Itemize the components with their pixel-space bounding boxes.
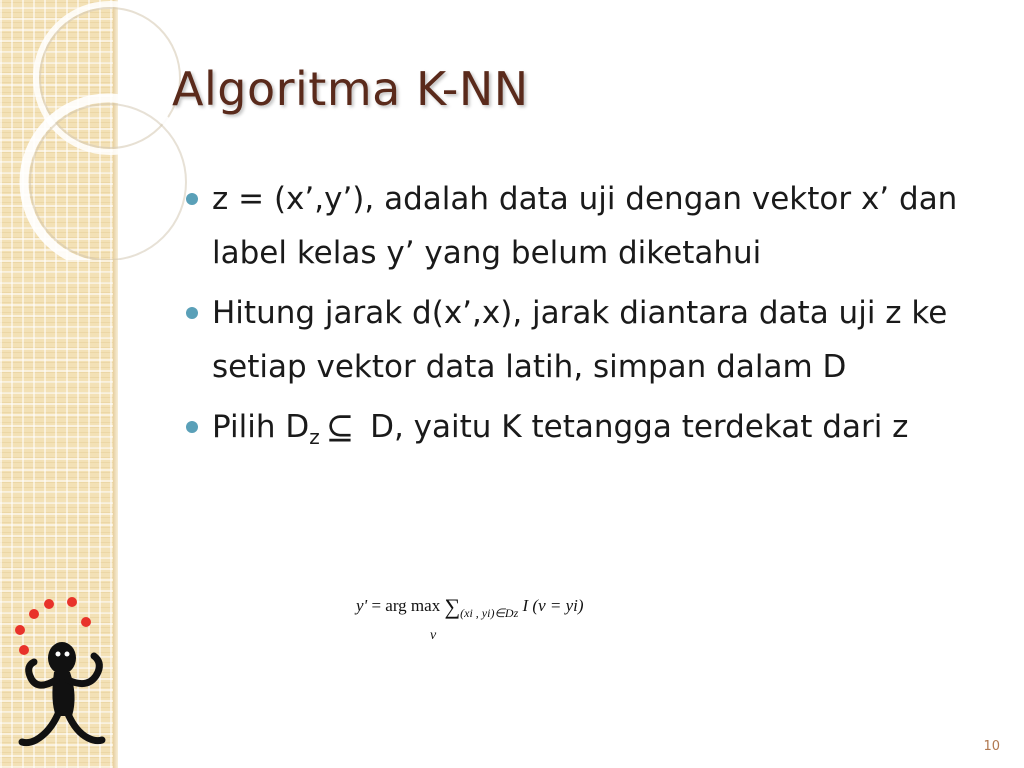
- bullet-subscript: z: [309, 425, 320, 450]
- bullet-item: [186, 400, 998, 464]
- subset-symbol: ⊆: [325, 408, 355, 448]
- bullet-list: [186, 172, 998, 470]
- bullet-text: Hitung jarak d(x’,x), jarak diantara data uji z ke setiap vektor data latih, simpan dalam D: [212, 295, 948, 385]
- formula-lhs: y': [356, 596, 368, 615]
- bullet-dot-icon: [186, 421, 198, 433]
- bullet-item: [186, 172, 998, 280]
- formula-equals: =: [371, 596, 382, 615]
- decorative-circles-icon: [0, 0, 200, 260]
- bullet-dot-icon: [186, 193, 198, 205]
- formula-term: I (v = yi): [522, 596, 584, 615]
- bullet-text-after: D, yaitu K tetangga terdekat dari z: [360, 409, 909, 445]
- formula-argmax-subscript: v: [430, 628, 437, 643]
- bullet-text: z = (x’,y’), adalah data uji dengan vektor x’ dan label kelas y’ yang belum diketahui: [212, 181, 958, 271]
- bullet-item: [186, 286, 998, 394]
- slide-title: Algoritma K-NN: [172, 62, 529, 116]
- knn-formula: [356, 594, 584, 621]
- page-number: 10: [983, 739, 1000, 754]
- bullet-text-before: Pilih D: [212, 409, 310, 445]
- formula-sum-subscript: (xi , yi)∈Dz: [460, 606, 519, 620]
- juggler-clipart-icon: [6, 592, 116, 760]
- formula-operator: arg max: [385, 596, 441, 615]
- formula-sum-symbol: ∑: [444, 594, 461, 619]
- bullet-dot-icon: [186, 307, 198, 319]
